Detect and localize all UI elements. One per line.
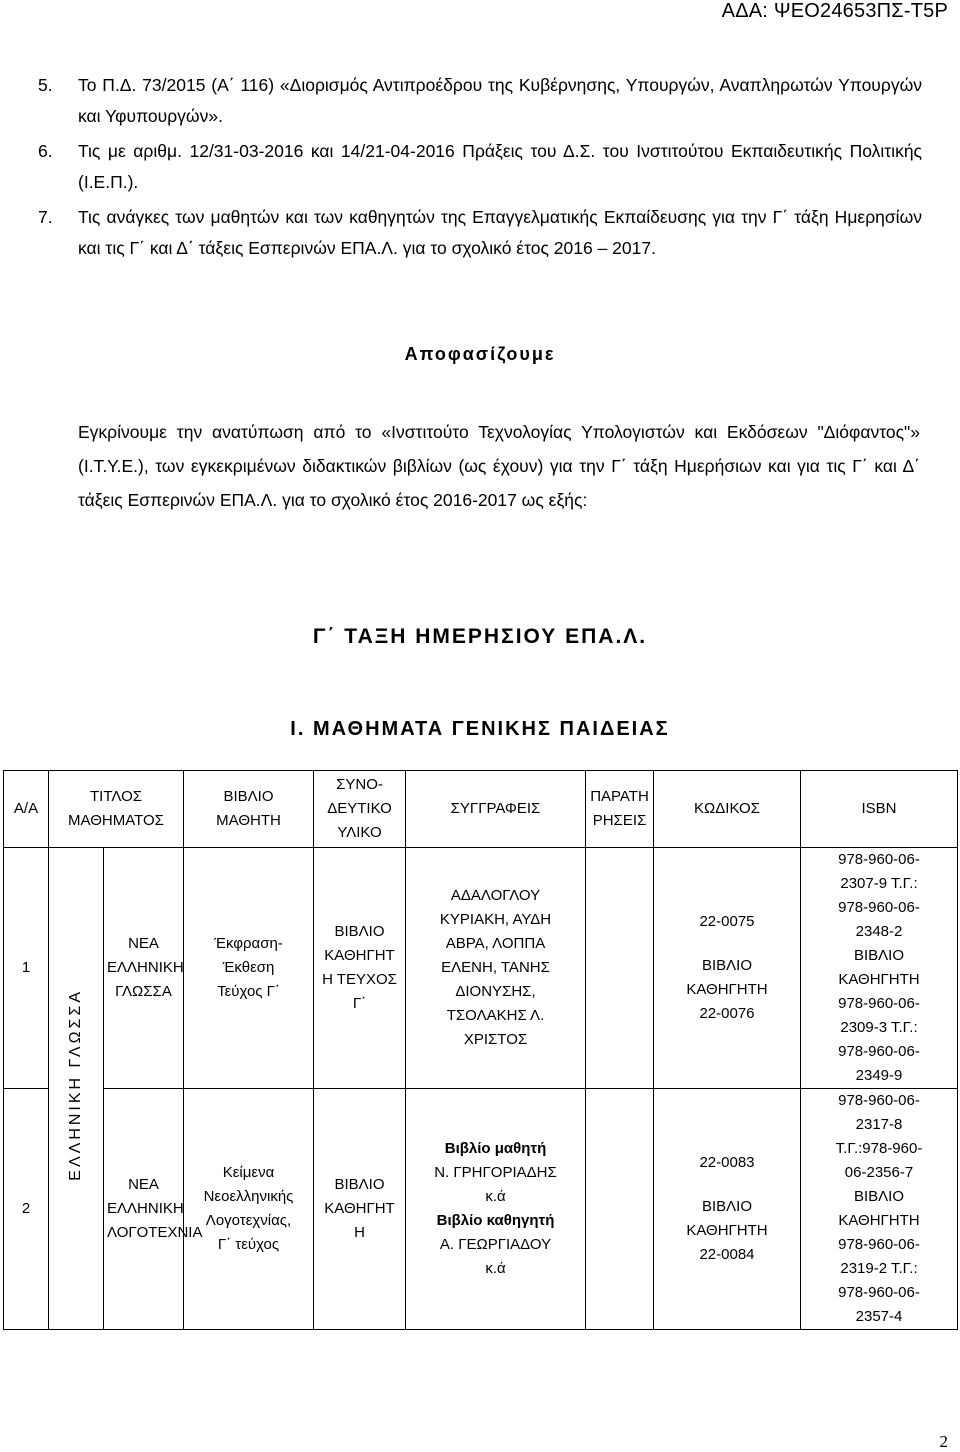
isbn-line: 2307-9 Τ.Γ.:: [840, 875, 918, 892]
book-line: Νεοελληνικής: [203, 1188, 294, 1205]
consideration-text: Τις ανάγκες των μαθητών και των καθηγητών της Επαγγελματικής Εκπαίδευσης για την Γ΄ τάξη Ημερησίων και τις Γ΄ και Δ΄ τάξεις Εσπερινών ΕΠΑ.Λ. για το σχολικό έτος 2016 – 2017.: [78, 207, 922, 258]
col-header-title: [49, 771, 184, 848]
consideration-5: [38, 70, 922, 132]
ada-code: ΑΔΑ: ΨΕΟ24653ΠΣ-Τ5Ρ: [721, 0, 948, 22]
section-heading: Ι. ΜΑΘΗΜΑΤΑ ΓΕΝΙΚΗΣ ΠΑΙΔΕΙΑΣ: [290, 718, 670, 740]
isbn-line: 978-960-06-: [838, 1284, 920, 1301]
consideration-6: [38, 136, 922, 198]
book-line: Γ΄ τεύχος: [217, 1236, 280, 1253]
author-line: Βιβλίο μαθητή: [444, 1140, 547, 1157]
cell-isbn: [801, 848, 958, 1089]
code-line: 22-0076: [699, 1005, 755, 1022]
isbn-line: Τ.Γ.:978-960-: [835, 1140, 923, 1157]
isbn-line: 978-960-06-: [838, 1236, 920, 1253]
decision-text: Εγκρίνουμε την ανατύπωση από το «Ινστιτούτο Τεχνολογίας Υπολογιστών και Εκδόσεων "Διόφαντος"» (Ι.Τ.Υ.Ε.), των εγκεκριμένων διδακτικών βιβλίων (ως έχουν) για την Γ΄ τάξη Ημερήσιων και για τις Γ΄ και Δ΄ τάξεις Εσπερινών ΕΠΑ.Λ. για το σχολικό έτος 2016-2017 ως εξής:: [78, 422, 920, 510]
cell-supp: [314, 1089, 406, 1330]
author-line: ΑΒΡΑ, ΛΟΠΠΑ: [445, 935, 546, 952]
cell-book: [184, 1089, 314, 1330]
isbn-line: 978-960-06-: [838, 899, 920, 916]
supp-line: Η ΤΕΥΧΟΣ: [322, 971, 397, 988]
isbn-line: ΒΙΒΛΙΟ: [853, 947, 905, 964]
code-line: ΚΑΘΗΓΗΤΗ: [686, 1222, 768, 1239]
table-row: [4, 1089, 958, 1330]
author-line: κ.ά: [485, 1260, 506, 1277]
title-line: ΛΟΓΟΤΕΧΝΙΑ: [107, 1224, 203, 1241]
header-authors: ΣΥΓΓΡΑΦΕΙΣ: [450, 800, 541, 817]
author-line: Ν. ΓΡΗΓΟΡΙΑΔΗΣ: [434, 1164, 557, 1181]
cell-title: [104, 848, 184, 1089]
author-line: ΧΡΙΣΤΟΣ: [463, 1031, 528, 1048]
cell-notes: [586, 848, 654, 1089]
author-line: ΤΣΟΛΑΚΗΣ Λ.: [446, 1007, 545, 1024]
cell-authors: [406, 1089, 586, 1330]
header-title-line: ΤΙΤΛΟΣ: [89, 788, 143, 805]
book-line: Τεύχος Γ΄: [217, 983, 280, 1000]
book-line: Λογοτεχνίας,: [205, 1212, 292, 1229]
header-book-line: ΒΙΒΛΙΟ: [223, 788, 274, 805]
consideration-number: 5.: [38, 75, 53, 95]
isbn-line: 2319-2 Τ.Γ.:: [840, 1260, 918, 1277]
code-line: ΒΙΒΛΙΟ: [701, 957, 753, 974]
table-header-row: [4, 771, 958, 848]
title-line: ΝΕΑ: [128, 935, 159, 952]
header-supp-line: ΥΛΙΚΟ: [337, 824, 382, 841]
supp-line: Η: [354, 1224, 365, 1241]
group-label: ΕΛΛΗΝΙΚΗ ΓΛΩΣΣΑ: [67, 988, 84, 1181]
title-line: ΕΛΛΗΝΙΚΗ: [107, 959, 184, 976]
header-book-line: ΜΑΘΗΤΗ: [216, 812, 281, 829]
book-line: Έκθεση: [222, 959, 275, 976]
book-line: Κείμενα: [222, 1164, 275, 1181]
consideration-number: 6.: [38, 141, 53, 161]
code-line: ΒΙΒΛΙΟ: [701, 1198, 753, 1215]
title-line: ΓΛΩΣΣΑ: [115, 983, 172, 1000]
isbn-line: 2349-9: [855, 1067, 903, 1084]
col-header-code: [654, 771, 801, 848]
header-notes-line: ΡΗΣΕΙΣ: [592, 812, 647, 829]
author-line: Α. ΓΕΩΡΓΙΑΔΟΥ: [439, 1236, 552, 1253]
col-header-notes: [586, 771, 654, 848]
cell-title: [104, 1089, 203, 1330]
supp-line: ΚΑΘΗΓΗΤ: [324, 1200, 395, 1217]
cell-authors: [406, 848, 586, 1089]
code-line: ΚΑΘΗΓΗΤΗ: [686, 981, 768, 998]
isbn-line: 978-960-06-: [838, 851, 920, 868]
col-header-supp: [314, 771, 406, 848]
decision-title: Αποφασίζουμε: [404, 344, 556, 364]
consideration-text: Το Π.Δ. 73/2015 (Α΄ 116) «Διορισμός Αντιπροέδρου της Κυβέρνησης, Υπουργών, Αναπληρωτών Υπουργών και Υφυπουργών».: [78, 75, 922, 126]
isbn-line: 2357-4: [855, 1308, 903, 1325]
cell-isbn: [801, 1089, 958, 1330]
isbn-line: 978-960-06-: [838, 995, 920, 1012]
isbn-line: ΚΑΘΗΓΗΤΗ: [838, 1212, 920, 1229]
code-line: 22-0075: [699, 913, 755, 930]
cell-aa: 1: [4, 848, 49, 1089]
author-line: Βιβλίο καθηγητή: [436, 1212, 555, 1229]
cell-code: [654, 1089, 801, 1330]
title-line: ΕΛΛΗΝΙΚΗ: [107, 1200, 184, 1217]
header-supp-line: ΣΥΝΟ-: [336, 776, 383, 793]
header-title-line: ΜΑΘΗΜΑΤΟΣ: [68, 812, 164, 829]
code-line: 22-0084: [699, 1246, 755, 1263]
author-line: κ.ά: [485, 1188, 506, 1205]
col-header-book: [184, 771, 314, 848]
class-heading: Γ΄ ΤΑΞΗ ΗΜΕΡΗΣΙΟΥ ΕΠΑ.Λ.: [312, 625, 648, 648]
author-line: ΑΔΑΛΟΓΛΟΥ: [450, 887, 541, 904]
header-code: ΚΩΔΙΚΟΣ: [694, 800, 760, 817]
supp-line: ΚΑΘΗΓΗΤ: [324, 947, 395, 964]
isbn-line: ΚΑΘΗΓΗΤΗ: [838, 971, 920, 988]
author-line: ΕΛΕΝΗ, ΤΑΝΗΣ: [441, 959, 550, 976]
col-header-aa: [4, 771, 49, 848]
supp-line: ΒΙΒΛΙΟ: [334, 923, 385, 940]
code-line: 22-0083: [699, 1154, 755, 1171]
col-header-authors: [406, 771, 586, 848]
isbn-line: 2309-3 Τ.Γ.:: [840, 1019, 918, 1036]
cell-code: [654, 848, 801, 1089]
supp-line: Γ΄: [352, 995, 367, 1012]
isbn-line: 978-960-06-: [838, 1043, 920, 1060]
books-table: [3, 770, 958, 1330]
title-line: ΝΕΑ: [128, 1176, 159, 1193]
col-header-isbn: [801, 771, 958, 848]
consideration-text: Τις με αριθμ. 12/31-03-2016 και 14/21-04-2016 Πράξεις του Δ.Σ. του Ινστιτούτου Εκπαιδευτικής Πολιτικής (Ι.Ε.Π.).: [78, 141, 922, 192]
book-line: Έκφραση-: [214, 935, 283, 952]
consideration-number: 7.: [38, 207, 53, 227]
table-row: [4, 848, 958, 1089]
isbn-line: ΒΙΒΛΙΟ: [853, 1188, 905, 1205]
header-aa: Α/Α: [13, 800, 39, 817]
author-line: ΚΥΡΙΑΚΗ, ΑΥΔΗ: [439, 911, 552, 928]
cell-notes: [586, 1089, 654, 1330]
supp-line: ΒΙΒΛΙΟ: [334, 1176, 385, 1193]
cell-book: [184, 848, 314, 1089]
cell-group: [49, 848, 104, 1330]
page-number: 2: [939, 1432, 948, 1451]
isbn-line: 2317-8: [855, 1116, 903, 1133]
isbn-line: 06-2356-7: [844, 1164, 914, 1181]
header-supp-line: ΔΕΥΤΙΚΟ: [327, 800, 392, 817]
consideration-7: [38, 202, 922, 264]
author-line: ΔΙΟΝΥΣΗΣ,: [455, 983, 536, 1000]
header-notes-line: ΠΑΡΑΤΗ: [590, 788, 649, 805]
cell-supp: [314, 848, 406, 1089]
cell-aa: 2: [4, 1089, 49, 1330]
header-isbn: ISBN: [861, 800, 897, 817]
isbn-line: 2348-2: [855, 923, 903, 940]
isbn-line: 978-960-06-: [838, 1092, 920, 1109]
